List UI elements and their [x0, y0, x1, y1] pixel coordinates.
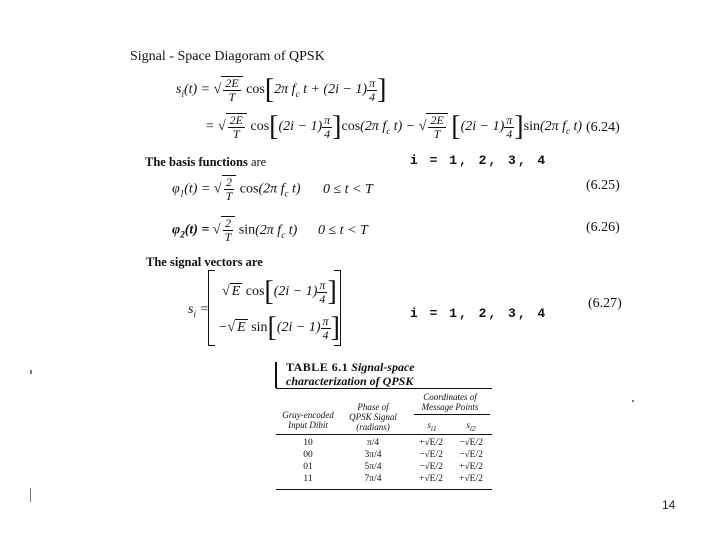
- equation-si-definition: $s_i(t)$ = √ $\frac{2E}{T}$ cos[2π $f_c$ t + (2i − 1) $\frac{\pi}{4}$ ]: [176, 74, 387, 105]
- col-si1-header: $s_{i1}$: [427, 420, 437, 433]
- scan-mark: [30, 370, 32, 374]
- page-number: 14: [662, 498, 676, 512]
- vector-left-bracket: [208, 270, 215, 346]
- si-vector-lhs: $s_i$ =: [188, 302, 209, 319]
- handwritten-index-note: i = 1, 2, 3, 4: [410, 153, 548, 168]
- equation-si-expansion: = √ $\frac{2E}{T}$ cos[(2i − 1) $\frac{\pi}{4}$ ]cos(2π $f_c$ t) − √ $\frac{2E}{T}$ [(2i − 1) $\frac{\pi}{4}$ ]sin(2π $f_c$ t): [205, 111, 583, 142]
- table-cell-dibit: 11: [303, 474, 313, 484]
- table-cell-dibit: 00: [303, 450, 313, 460]
- equation-number-6-25: (6.25): [586, 178, 620, 193]
- table-title-rule: [275, 362, 277, 388]
- handwritten-index-note-2: i = 1, 2, 3, 4: [410, 306, 548, 321]
- coordinates-rule: [414, 414, 490, 415]
- scan-mark: [30, 488, 31, 502]
- phi1-range: 0 ≤ t < T: [323, 182, 373, 197]
- table-cell-si1: −√E/2: [419, 450, 443, 460]
- si-vector-row1: √ E cos[(2i − 1) $\frac{\pi}{4}$ ]: [222, 276, 337, 307]
- table-cell-si2: −√E/2: [459, 438, 483, 448]
- table-cell-si2: +√E/2: [459, 462, 483, 472]
- table-cell-si2: −√E/2: [459, 450, 483, 460]
- table-cell-si1: +√E/2: [419, 438, 443, 448]
- basis-functions-label: The basis functions are: [145, 155, 267, 169]
- col-phase-header: Phase of QPSK Signal (radians): [349, 402, 397, 432]
- table-cell-si2: +√E/2: [459, 474, 483, 484]
- equation-phi2: $\varphi_2(t)$ = √ $\frac{2}{T}$ sin(2π $f_c$ t): [172, 216, 298, 244]
- equation-number-6-24: (6.24): [586, 120, 620, 135]
- table-header-rule: [276, 434, 492, 435]
- table-cell-phase: 5π/4: [364, 462, 382, 472]
- table-cell-si1: +√E/2: [419, 474, 443, 484]
- phi2-range: 0 ≤ t < T: [318, 223, 368, 238]
- table-cell-dibit: 10: [303, 438, 313, 448]
- table-top-rule: [276, 388, 492, 389]
- col-dibit-header: Gray-encoded Input Dibit: [282, 410, 334, 430]
- slide-title: Signal - Space Diagoram of QPSK: [130, 49, 325, 64]
- signal-vectors-label: The signal vectors are: [146, 255, 263, 269]
- table-cell-phase: π/4: [366, 438, 380, 448]
- col-si2-header: $s_{i2}$: [466, 420, 476, 433]
- scan-mark: [632, 400, 634, 402]
- table-cell-phase: 3π/4: [364, 450, 382, 460]
- equation-number-6-27: (6.27): [588, 296, 622, 311]
- table-cell-phase: 7π/4: [364, 474, 382, 484]
- si-vector-row2: −√ E sin[(2i − 1) $\frac{\pi}{4}$ ]: [218, 312, 340, 343]
- equation-phi1: $\varphi_1(t)$ = √ $\frac{2}{T}$ cos(2π $f_c$ t): [172, 175, 301, 203]
- table-cell-dibit: 01: [303, 462, 313, 472]
- equation-lhs: $s_i(t)$ =: [176, 82, 211, 100]
- table-cell-si1: −√E/2: [419, 462, 443, 472]
- col-coordinates-header: Coordinates of Message Points: [421, 392, 479, 412]
- equation-number-6-26: (6.26): [586, 220, 620, 235]
- table-title: TABLE 6.1 Signal-space characterization of QPSK: [286, 360, 415, 388]
- table-bottom-rule: [276, 489, 492, 490]
